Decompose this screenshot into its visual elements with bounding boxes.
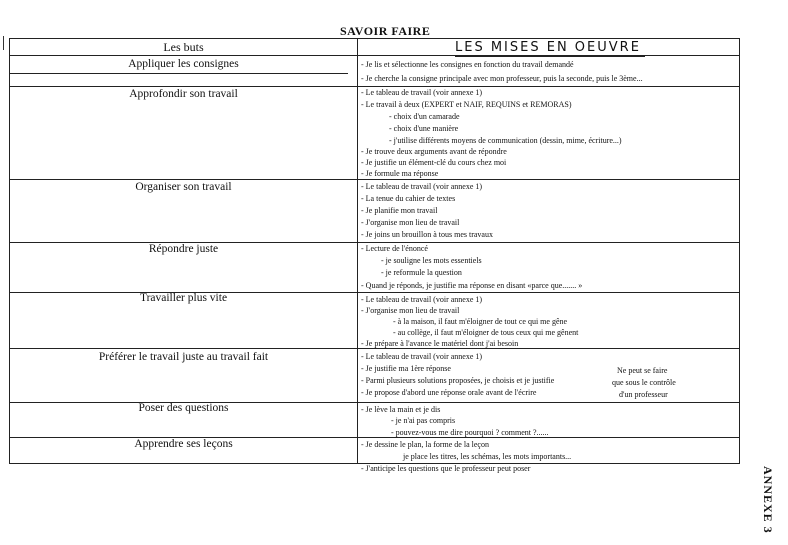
aside-note: d'un professeur — [619, 390, 668, 399]
action-line: - Je joins un brouillon à tous mes travaux — [361, 230, 493, 239]
savoir-faire-table — [9, 38, 740, 473]
action-line: - Je justifie un élément-clé du cours chez moi — [361, 158, 507, 167]
goal-label: Travailler plus vite — [139, 292, 228, 304]
column-divider — [357, 39, 358, 463]
action-line: - j'utilise différents moyens de communication (dessin, mime, écriture...) — [389, 136, 622, 145]
goal-label: Répondre juste — [148, 243, 219, 255]
aside-note: que sous le contrôle — [612, 378, 676, 387]
goal-label: Approfondir son travail — [129, 88, 238, 100]
action-line: - Parmi plusieurs solutions proposées, je choisis et je justifie — [361, 376, 555, 385]
action-line: - Je dessine le plan, la forme de la leçon — [361, 440, 489, 449]
action-line: - Je prépare à l'avance le matériel dont j'ai besoin — [361, 339, 519, 348]
action-line: - Quand je réponds, je justifie ma réponse en disant «parce que....... » — [361, 281, 583, 290]
action-line: - Le travail à deux (EXPERT et NAIF, REQUINS et REMORAS) — [361, 100, 572, 109]
action-line: - je reformule la question — [381, 268, 462, 277]
action-line: - Le tableau de travail (voir annexe 1) — [361, 352, 483, 361]
action-line: - au collège, il faut m'éloigner de tous ceux qui me gênent — [393, 328, 579, 337]
action-line: - Je formule ma réponse — [361, 169, 439, 178]
annex-label: ANNEXE 3 — [761, 466, 775, 534]
aside-note: Ne peut se faire — [617, 366, 668, 375]
action-line: - choix d'une manière — [389, 124, 459, 133]
action-line: - Je cherche la consigne principale avec mon professeur, puis la seconde, puis le 3ème... — [361, 74, 643, 83]
action-line: - Le tableau de travail (voir annexe 1) — [361, 295, 483, 304]
action-line: - pouvez-vous me dire pourquoi ? comment ?...... — [391, 428, 549, 437]
action-line: - Lecture de l'énoncé — [361, 244, 428, 253]
goal-label: Poser des questions — [138, 402, 229, 414]
goal-label: Préférer le travail juste au travail fait — [98, 351, 269, 363]
action-line: - je n'ai pas compris — [391, 416, 456, 425]
goal-label: Organiser son travail — [135, 181, 232, 193]
action-line: - Je lève la main et je dis — [361, 405, 441, 414]
row-separator — [10, 55, 739, 56]
edge-mark — [3, 36, 4, 50]
action-line: - Je justifie ma 1ère réponse — [361, 364, 451, 373]
header-goals: Les buts — [163, 40, 204, 54]
header-actions: LES MISES EN OEUVRE — [455, 40, 641, 55]
action-line: - Le tableau de travail (voir annexe 1) — [361, 88, 483, 97]
action-line: - choix d'un camarade — [389, 112, 460, 121]
action-line: - Je trouve deux arguments avant de répondre — [361, 147, 507, 156]
action-line: - Le tableau de travail (voir annexe 1) — [361, 182, 483, 191]
action-line: - à la maison, il faut m'éloigner de tout ce qui me gêne — [393, 317, 568, 326]
page-title: SAVOIR FAIRE — [340, 24, 431, 38]
row-separator — [10, 73, 348, 74]
header-underline — [455, 56, 645, 57]
action-line: - J'organise mon lieu de travail — [361, 306, 460, 315]
action-line: - J'organise mon lieu de travail — [361, 218, 460, 227]
action-line: - Je propose d'abord une réponse orale avant de l'écrire — [361, 388, 537, 397]
action-line: - je souligne les mots essentiels — [381, 256, 482, 265]
action-line: - Je lis et sélectionne les consignes en fonction du travail demandé — [361, 60, 574, 69]
goal-label: Apprendre ses leçons — [134, 438, 233, 450]
action-line: - La tenue du cahier de textes — [361, 194, 456, 203]
goal-label: Appliquer les consignes — [128, 58, 239, 70]
action-line: je place les titres, les schémas, les mots importants... — [403, 452, 572, 461]
action-line: - J'anticipe les questions que le professeur peut poser — [361, 464, 531, 473]
action-line: - Je planifie mon travail — [361, 206, 438, 215]
